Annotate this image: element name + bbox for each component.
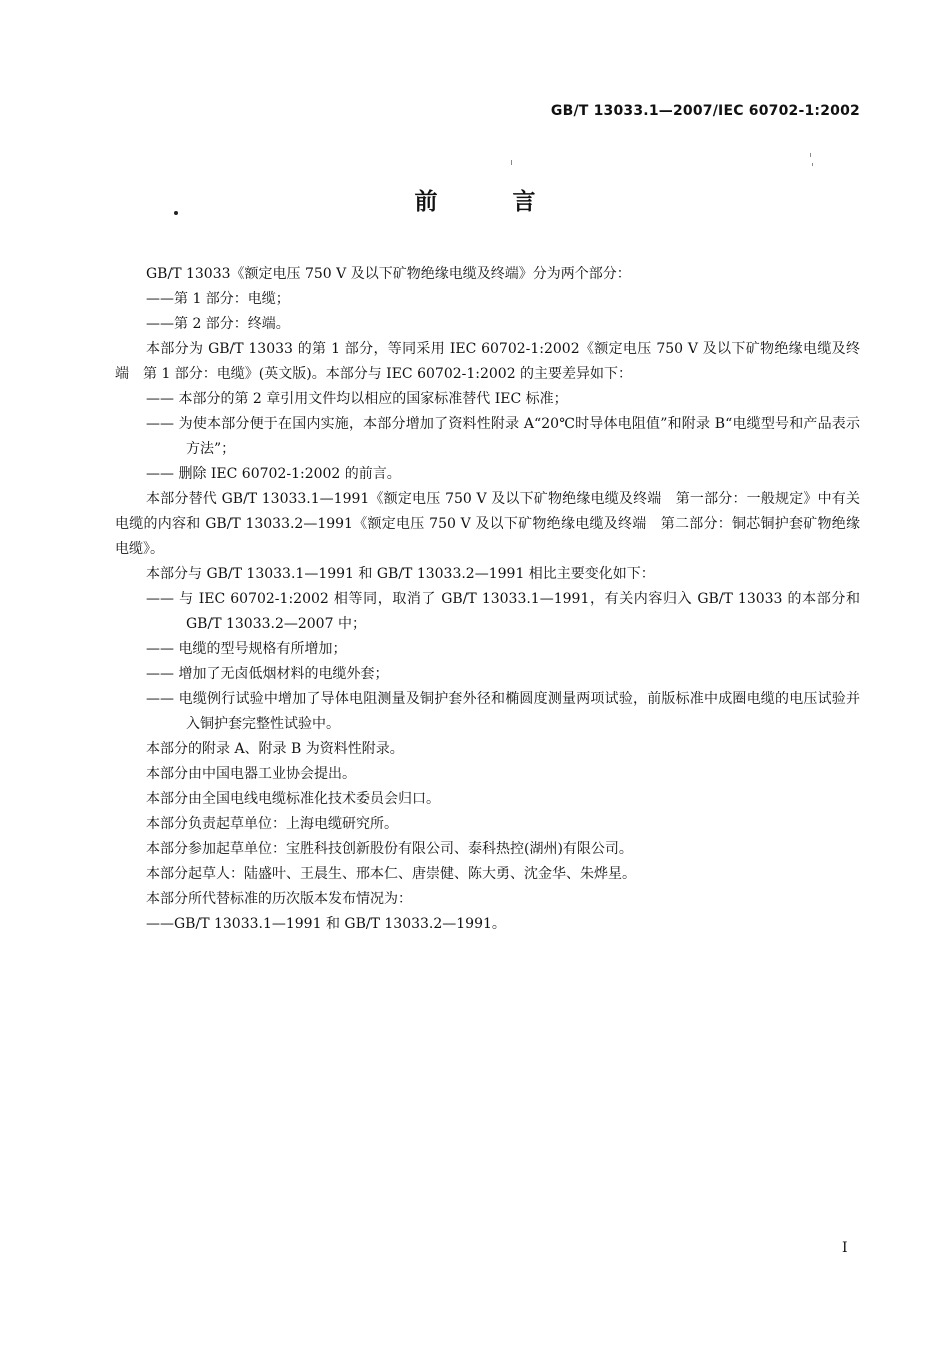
paragraph: 本部分所代替标准的历次版本发布情况为：	[146, 891, 412, 907]
paragraph: 本部分的附录 A、附录 B 为资料性附录。	[146, 741, 404, 757]
list-item: ——第 2 部分：终端。	[146, 316, 290, 332]
list-item: —— 电缆的型号规格有所增加；	[146, 641, 347, 657]
list-item: —— 为使本部分便于在国内实施，本部分增加了资料性附录 A“20℃时导体电阻值”和附录 B“电缆型号和产品表示方法”；	[146, 416, 860, 457]
page-title: 前 言	[414, 189, 562, 215]
list-item: ——第 1 部分：电缆；	[146, 291, 290, 307]
stray-mark	[810, 153, 811, 157]
paragraph: 本部分替代 GB/T 13033.1—1991《额定电压 750 V 及以下矿物绝缘电缆及终端 第一部分：一般规定》中有关电缆的内容和 GB/T 13033.2—1991《额定电压 750 V 及以下矿物绝缘电缆及终端 第二部分：铜芯铜护套矿物绝缘电缆》。	[115, 491, 860, 557]
stray-mark	[812, 163, 813, 166]
stray-mark	[511, 160, 512, 165]
list-item: —— 增加了无卤低烟材料的电缆外套；	[146, 666, 389, 682]
paragraph: 本部分参加起草单位：宝胜科技创新股份有限公司、泰科热控(湖州)有限公司。	[146, 841, 633, 857]
paragraph: 本部分由全国电线电缆标准化技术委员会归口。	[146, 791, 440, 807]
list-item: —— 与 IEC 60702-1:2002 相等同，取消了 GB/T 13033.1—1991，有关内容归入 GB/T 13033 的本部分和 GB/T 13033.2—2007 中；	[146, 591, 860, 632]
paragraph: 本部分为 GB/T 13033 的第 1 部分，等同采用 IEC 60702-1:2002《额定电压 750 V 及以下矿物绝缘电缆及终端 第 1 部分：电缆》(英文版)。本部分与 IEC 60702-1:2002 的主要差异如下：	[115, 341, 860, 382]
paragraph: GB/T 13033《额定电压 750 V 及以下矿物绝缘电缆及终端》分为两个部分：	[146, 266, 631, 282]
paragraph: 本部分与 GB/T 13033.1—1991 和 GB/T 13033.2—1991 相比主要变化如下：	[146, 566, 655, 582]
list-item: —— 本部分的第 2 章引用文件均以相应的国家标准替代 IEC 标准；	[146, 391, 568, 407]
list-item: —— 电缆例行试验中增加了导体电阻测量及铜护套外径和椭圆度测量两项试验，前版标准中成圈电缆的电压试验并入铜护套完整性试验中。	[146, 691, 860, 732]
paragraph: 本部分起草人：陆盛叶、王晨生、邢本仁、唐崇健、陈大勇、沈金华、朱烨星。	[146, 866, 636, 882]
list-item: ——GB/T 13033.1—1991 和 GB/T 13033.2—1991。	[146, 916, 506, 932]
foreword-body	[115, 262, 860, 937]
list-item: —— 删除 IEC 60702-1:2002 的前言。	[146, 466, 401, 482]
paragraph: 本部分负责起草单位：上海电缆研究所。	[146, 816, 398, 832]
page-number: I	[842, 1240, 848, 1256]
paragraph: 本部分由中国电器工业协会提出。	[146, 766, 356, 782]
standard-code: GB/T 13033.1—2007/IEC 60702-1:2002	[550, 103, 860, 119]
